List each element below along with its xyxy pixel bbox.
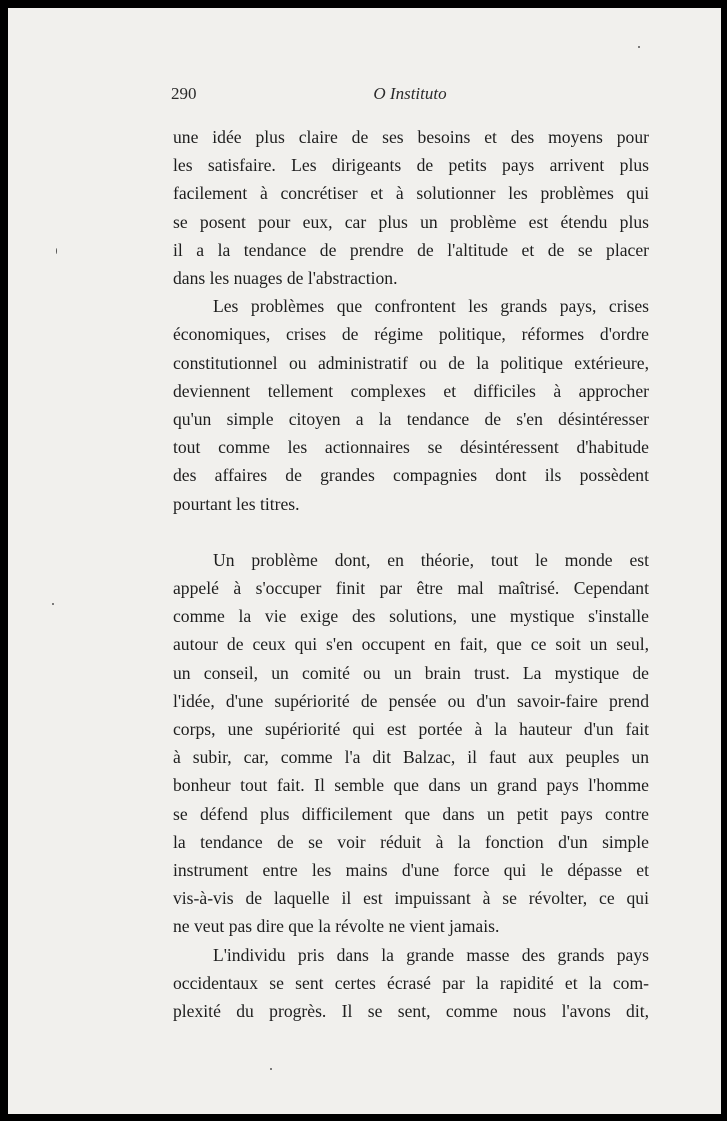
paragraph-gap	[173, 518, 649, 546]
journal-title: O Instituto	[373, 84, 447, 103]
text-line: ne veut pas dire que la révolte ne vient jamais.	[173, 916, 500, 937]
text-line: comme la vie exige des solutions, une mystique s'installe	[173, 606, 649, 627]
text-line: l'idée, d'une supériorité de pensée ou d'un savoir-faire prend	[173, 690, 649, 711]
text-line: il a la tendance de prendre de l'altitude et de se placer	[173, 239, 649, 260]
text-line: plexité du progrès. Il se sent, comme nous l'avons dit,	[173, 1001, 649, 1022]
text-line: à subir, car, comme l'a dit Balzac, il faut aux peuples un	[173, 747, 649, 768]
text-line: tout comme les actionnaires se désintéressent d'habitude	[173, 437, 649, 458]
text-line: économiques, crises de régime politique, réformes d'ordre	[173, 324, 649, 345]
text-line: des affaires de grandes compagnies dont ils possèdent	[173, 465, 649, 486]
text-line: facilement à concrétiser et à solutionner les problèmes qui	[173, 183, 649, 204]
body-text	[173, 123, 649, 1025]
text-line: occidentaux se sent certes écrasé par la rapidité et la com-	[173, 972, 649, 993]
text-line: se défend plus difficilement que dans un petit pays contre	[173, 803, 649, 824]
text-line: un conseil, un comité ou un brain trust. La mystique de	[173, 662, 649, 683]
text-line: Les problèmes que confrontent les grands pays, crises	[213, 296, 649, 317]
text-line: corps, une supériorité qui est portée à la hauteur d'un fait	[173, 719, 649, 740]
paragraph	[173, 546, 649, 941]
text-line: L'individu pris dans la grande masse des grands pays	[213, 944, 649, 965]
text-line: la tendance de se voir réduit à la fonction d'un simple	[173, 831, 649, 852]
text-line: constitutionnel ou administratif ou de la politique extérieure,	[173, 352, 649, 373]
text-line: une idée plus claire de ses besoins et des moyens pour	[173, 127, 649, 147]
paragraph	[173, 123, 649, 292]
specks	[270, 1068, 272, 1070]
text-line: instrument entre les mains d'une force qui le dépasse et	[173, 860, 649, 881]
text-line: autour de ceux qui s'en occupent en fait, que ce soit un seul,	[173, 634, 649, 655]
text-line: les satisfaire. Les dirigeants de petits pays arrivent plus	[173, 155, 649, 176]
running-header	[171, 84, 649, 108]
text-line: qu'un simple citoyen a la tendance de s'en désintéresser	[173, 409, 649, 430]
page-number: 290	[171, 84, 197, 103]
specks	[52, 603, 54, 605]
text-line: Un problème dont, en théorie, tout le monde est	[213, 549, 649, 570]
text-line: vis-à-vis de laquelle il est impuissant à se révolter, ce qui	[173, 888, 649, 909]
text-line: dans les nuages de l'abstraction.	[173, 268, 398, 289]
paragraph	[173, 292, 649, 518]
text-line: appelé à s'occuper finit par être mal maîtrisé. Cependant	[173, 578, 649, 599]
text-line: bonheur tout fait. Il semble que dans un grand pays l'homme	[173, 775, 649, 796]
specks	[56, 248, 57, 254]
text-line: pourtant les titres.	[173, 493, 300, 514]
document-page	[8, 8, 721, 1114]
text-line: se posent pour eux, car plus un problème est étendu plus	[173, 211, 649, 232]
paragraph	[173, 941, 649, 1026]
specks	[638, 46, 640, 48]
text-line: deviennent tellement complexes et difficiles à approcher	[173, 380, 649, 401]
